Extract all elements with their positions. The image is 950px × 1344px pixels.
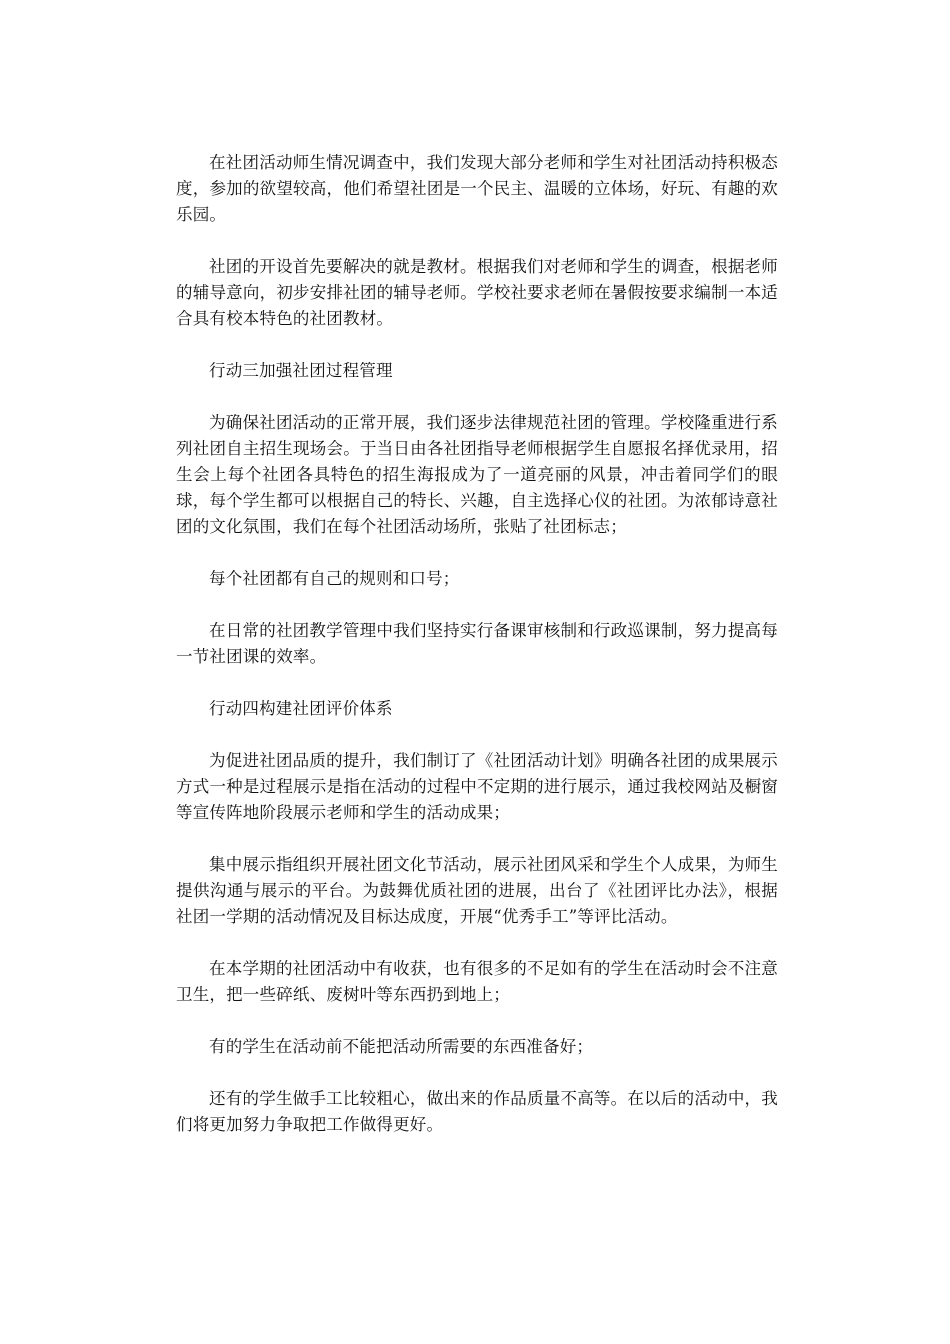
section-heading-action-three: 行动三加强社团过程管理 [209, 361, 393, 380]
paragraph-centralized-display: 集中展示指组织开展社团文化节活动，展示社团风采和学生个人成果，为师生提供沟通与展示的平台。为鼓舞优质社团的进展，出台了《社团评比办法》，根据社团一学期的活动情况及目标达成度，开展“优秀手工”等评比活动。 [176, 855, 778, 926]
paragraph-rules: 每个社团都有自己的规则和口号； [209, 569, 460, 588]
paragraph-management: 为确保社团活动的正常开展，我们逐步法律规范社团的管理。学校隆重进行系列社团自主招生现场会。于当日由各社团指导老师根据学生自愿报名择优录用，招生会上每个社团各具特色的招生海报成为了一道亮丽的风景，冲击着同学们的眼球，每个学生都可以根据自己的特长、兴趣，自主选择心仪的社团。为浓郁诗意社团的文化氛围，我们在每个社团活动场所，张贴了社团标志； [176, 413, 778, 536]
paragraph-shortcomings: 在本学期的社团活动中有收获，也有很多的不足如有的学生在活动时会不注意卫生，把一些碎纸、废树叶等东西扔到地上； [176, 959, 778, 1004]
paragraph-evaluation-plan: 为促进社团品质的提升，我们制订了《社团活动计划》明确各社团的成果展示方式一种是过程展示是指在活动的过程中不定期的进行展示，通过我校网站及橱窗等宣传阵地阶段展示老师和学生的活动成果； [176, 751, 778, 822]
paragraph-survey-findings: 在社团活动师生情况调查中，我们发现大部分老师和学生对社团活动持积极态度，参加的欲望较高，他们希望社团是一个民主、温暖的立体场，好玩、有趣的欢乐园。 [176, 153, 778, 224]
document-body [176, 150, 778, 1164]
paragraph-conclusion: 还有的学生做手工比较粗心，做出来的作品质量不高等。在以后的活动中，我们将更加努力争取把工作做得更好。 [176, 1089, 778, 1134]
paragraph-daily-management: 在日常的社团教学管理中我们坚持实行备课审核制和行政巡课制，努力提高每一节社团课的效率。 [176, 621, 778, 666]
section-heading-action-four: 行动四构建社团评价体系 [209, 699, 393, 718]
paragraph-textbook: 社团的开设首先要解决的就是教材。根据我们对老师和学生的调查，根据老师的辅导意向，初步安排社团的辅导老师。学校社要求老师在暑假按要求编制一本适合具有校本特色的社团教材。 [176, 257, 778, 328]
paragraph-preparation: 有的学生在活动前不能把活动所需要的东西准备好； [209, 1037, 594, 1056]
